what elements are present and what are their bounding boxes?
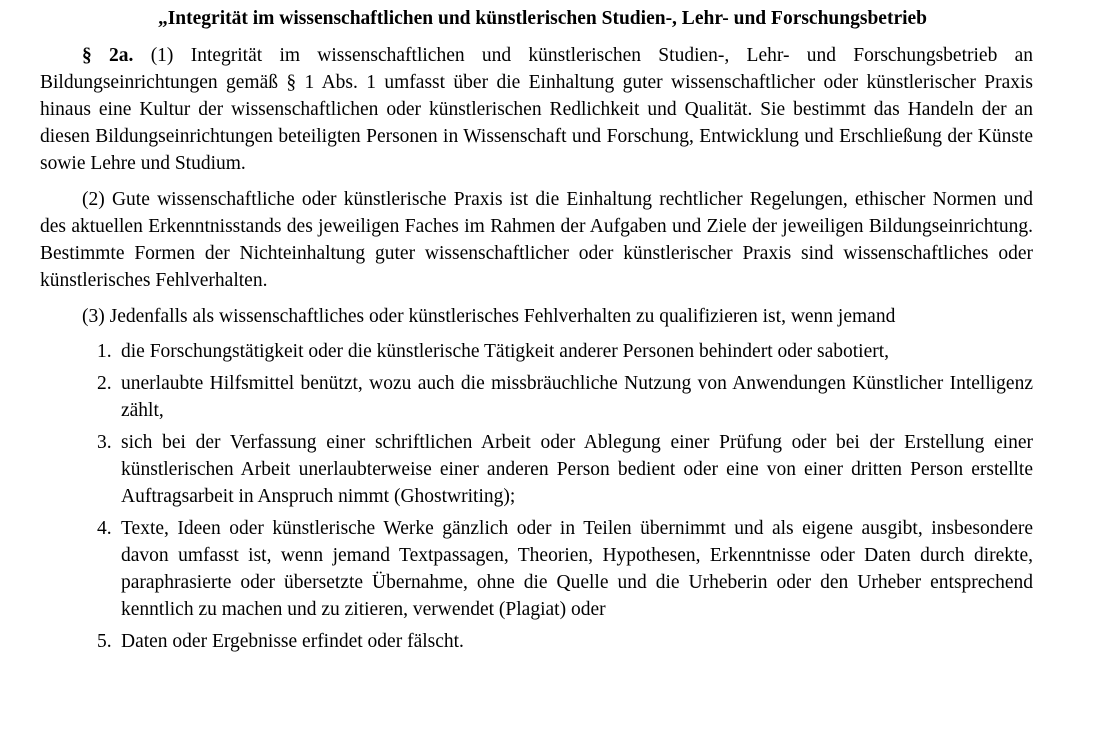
- misconduct-list: [40, 338, 1033, 655]
- section-number: § 2a.: [82, 45, 134, 66]
- paragraph-2: (2) Gute wissenschaftliche oder künstlerische Praxis ist die Einhaltung rechtlicher Regelungen, ethischer Normen und des aktuellen Erkenntnisstands des jeweiligen Faches im Rahmen der Aufgaben und Ziele der jeweiligen Bildungseinrichtung. Bestimmte Formen der Nichteinhaltung guter wissenschaftlicher oder künstlerischer Praxis sind wissenschaftliches oder künstlerisches Fehlverhalten.: [40, 189, 1033, 291]
- paragraph-1-text: (1) Integrität im wissenschaftlichen und künstlerischen Studien-, Lehr- und Forschungsbetrieb an Bildungseinrichtungen gemäß § 1 Abs. 1 umfasst über die Einhaltung guter wissenschaftlicher oder künstlerischer Praxis hinaus eine Kultur der wissenschaftlichen oder künstlerischen Redlichkeit und Qualität. Sie bestimmt das Handeln der an diesen Bildungseinrichtungen beteiligten Personen in Wissenschaft und Forschung, Entwicklung und Erschließung der Künste sowie Lehre und Studium.: [40, 45, 1033, 174]
- list-item-text: Daten oder Ergebnisse erfindet oder fälscht.: [121, 631, 464, 652]
- list-item-text: die Forschungstätigkeit oder die künstlerische Tätigkeit anderer Personen behindert oder sabotiert,: [121, 341, 890, 362]
- list-item-text: unerlaubte Hilfsmittel benützt, wozu auch die missbräuchliche Nutzung von Anwendungen Künstlicher Intelligenz zählt,: [121, 373, 1033, 421]
- list-item-number: 5.: [97, 631, 112, 652]
- list-item-text: sich bei der Verfassung einer schriftlichen Arbeit oder Ablegung einer Prüfung oder bei der Erstellung einer künstlerischen Arbeit unerlaubterweise einer anderen Person bedient oder eine von einer dritten Person erstellte Auftragsarbeit in Anspruch nimmt (Ghostwriting);: [121, 432, 1033, 507]
- paragraph-1: [40, 42, 1033, 177]
- list-item: [40, 370, 1033, 424]
- list-item: [40, 338, 1033, 365]
- section-title: „Integrität im wissenschaftlichen und künstlerischen Studien-, Lehr- und Forschungsbetrieb: [157, 8, 928, 29]
- document-page: [40, 5, 1033, 660]
- list-item: [40, 515, 1033, 623]
- paragraph-3: (3) Jedenfalls als wissenschaftliches oder künstlerisches Fehlverhalten zu qualifizieren ist, wenn jemand: [82, 306, 896, 327]
- list-item: [40, 628, 1033, 655]
- list-item-number: 2.: [97, 373, 112, 394]
- list-item-number: 4.: [97, 518, 112, 539]
- list-item-text: Texte, Ideen oder künstlerische Werke gänzlich oder in Teilen übernimmt und als eigene ausgibt, insbesondere davon umfasst ist, wenn jemand Textpassagen, Theorien, Hypothesen, Erkenntnisse oder Daten durch direkte, paraphrasierte oder übersetzte Übernahme, ohne die Quelle und die Urheberin oder den Urheber entsprechend kenntlich zu machen und zu zitieren, verwendet (Plagiat) oder: [121, 518, 1033, 620]
- list-item-number: 1.: [97, 341, 112, 362]
- list-item-number: 3.: [97, 432, 112, 453]
- list-item: [40, 429, 1033, 510]
